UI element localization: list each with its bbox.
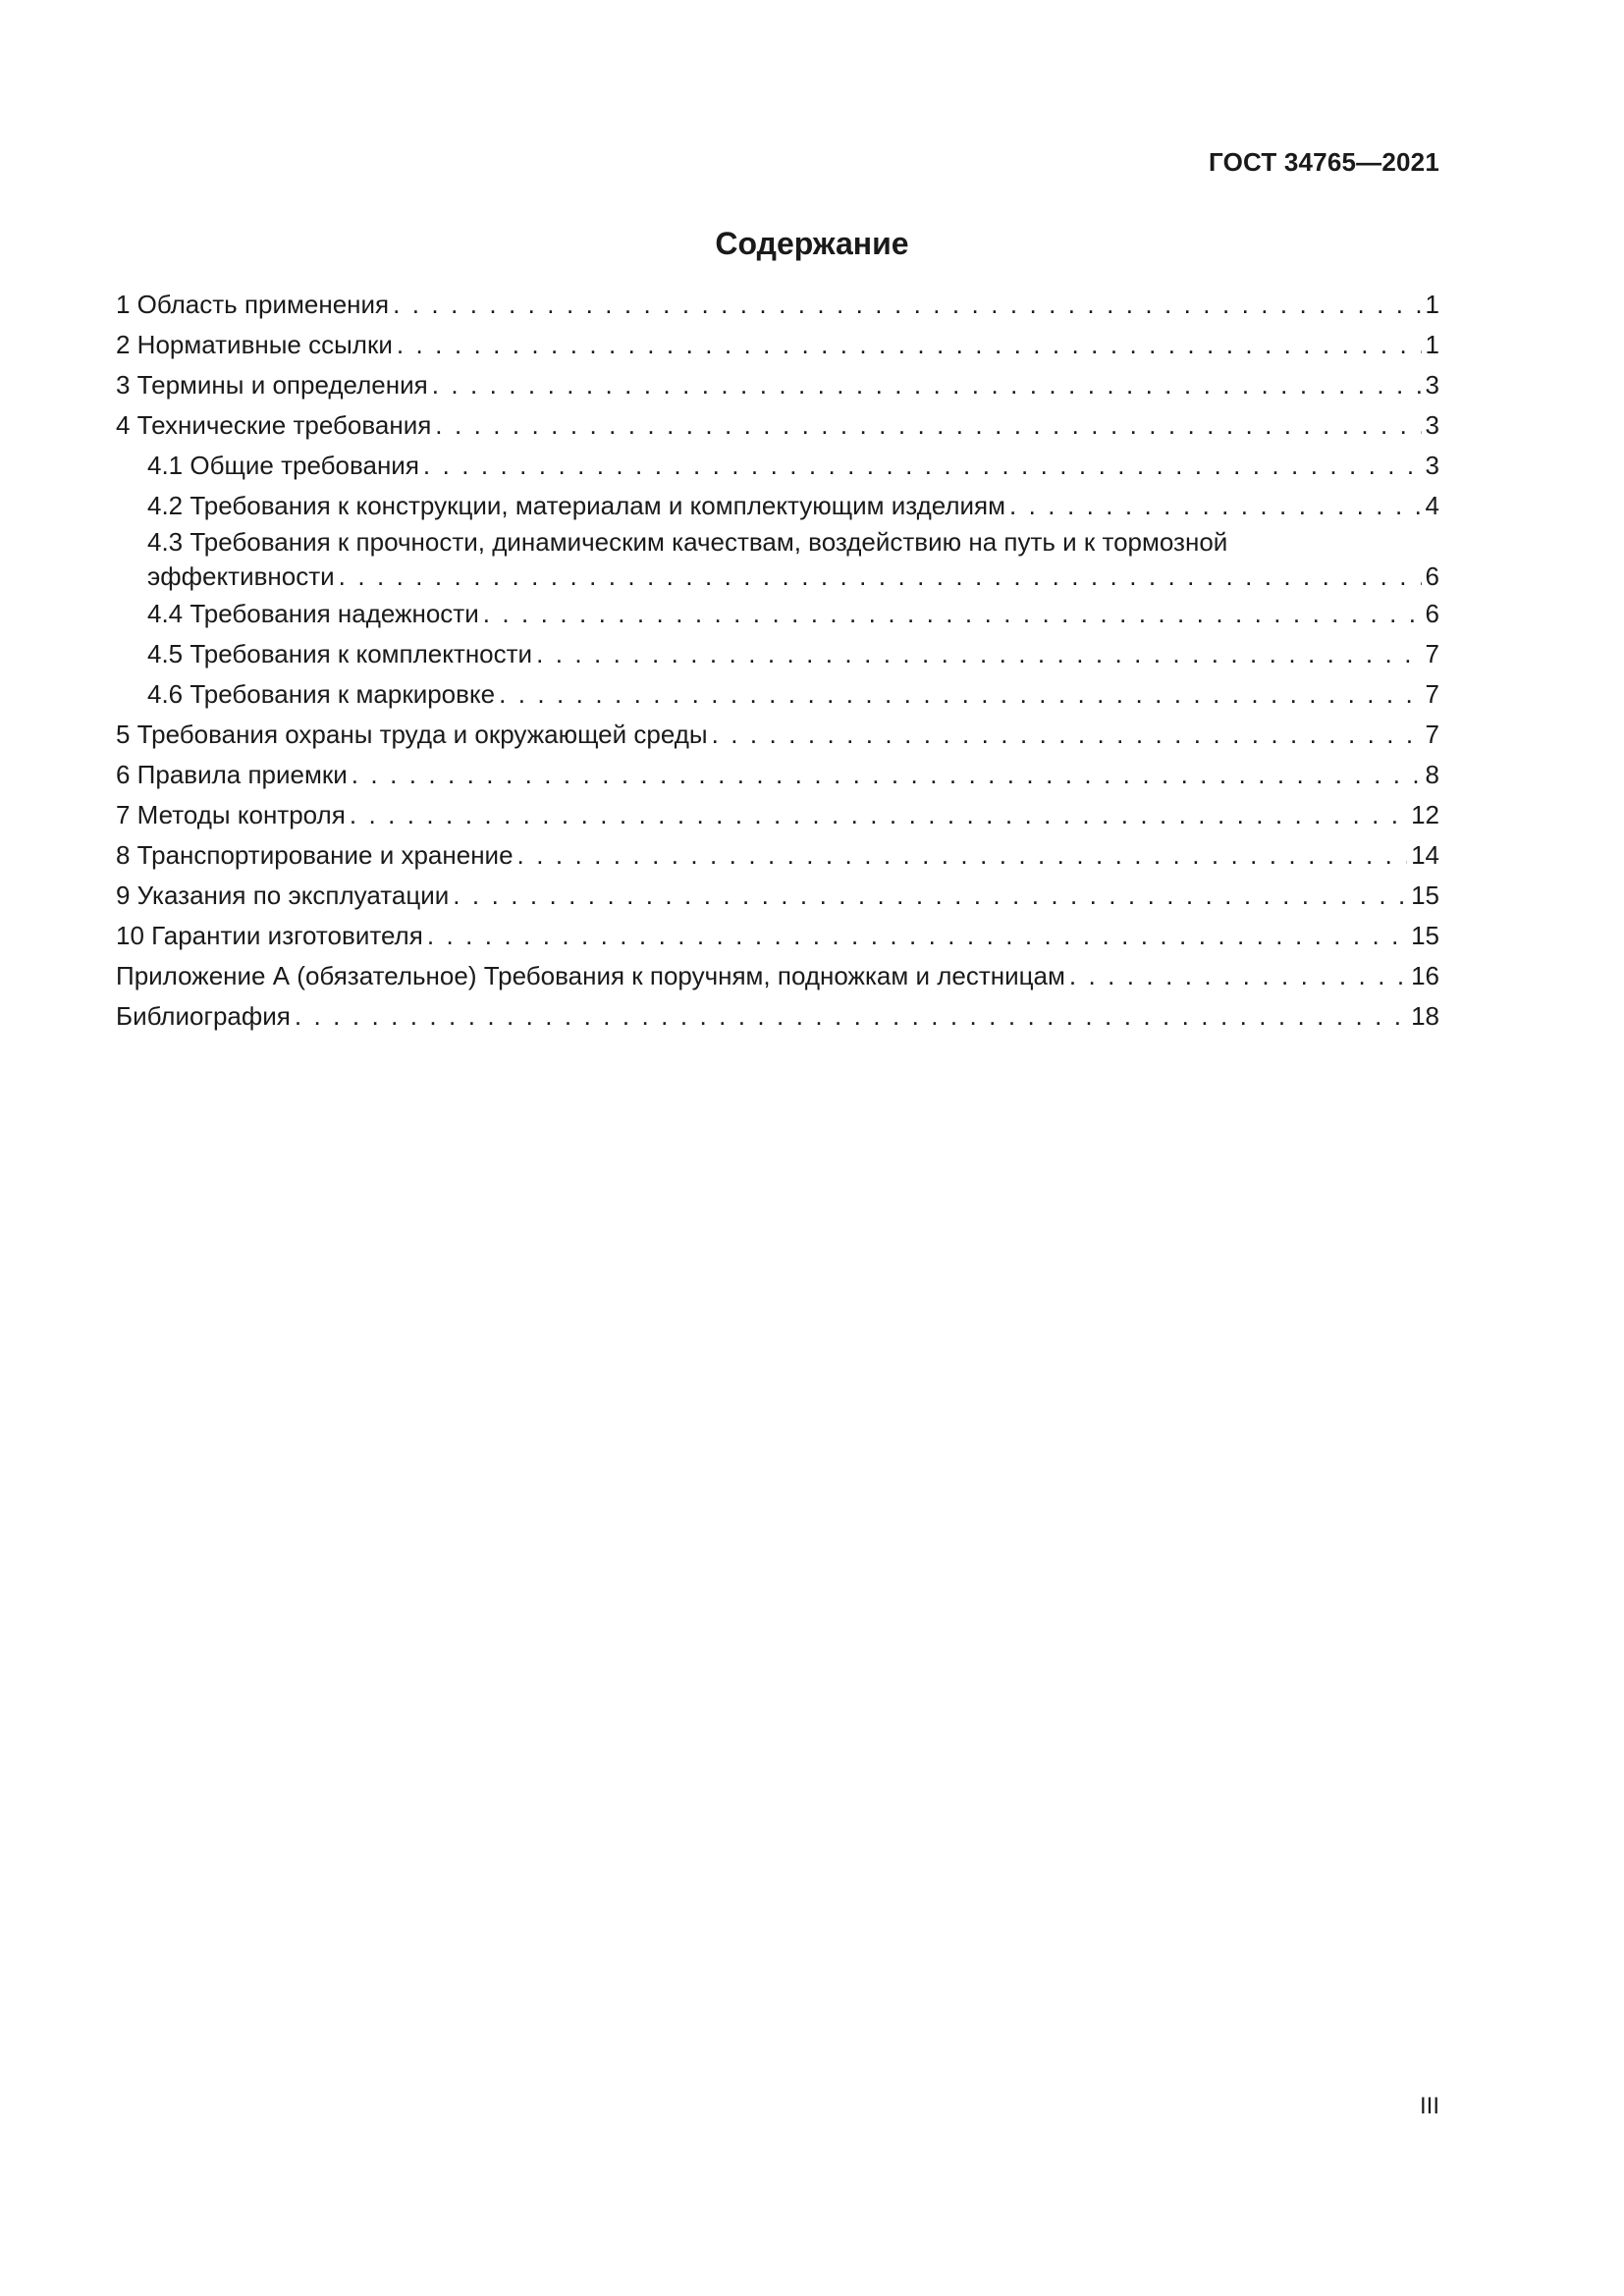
dot-leader [393,285,1421,325]
toc-item-page: 12 [1411,800,1439,829]
toc-item-page: 3 [1425,451,1439,480]
toc-item-5[interactable] [116,715,1439,755]
toc-item-label: 7 Методы контроля [116,800,346,829]
toc-item-page: 16 [1411,961,1439,990]
toc-item-label: 4 Технические требования [116,410,432,440]
toc-item-page: 1 [1425,330,1439,359]
toc-title: Содержание [715,226,909,261]
toc-item-4[interactable] [116,405,1439,446]
dot-leader [453,876,1407,916]
toc-item-6[interactable] [116,755,1439,795]
toc-item-page: 3 [1425,370,1439,400]
toc-item-2[interactable] [116,325,1439,365]
dot-leader [350,795,1407,835]
toc-item-4-1[interactable] [116,446,1439,486]
dot-leader [1069,956,1407,996]
dot-leader [295,996,1407,1037]
toc-item-4-2[interactable] [116,486,1439,526]
toc-item-label: 4.5 Требования к комплектности [147,639,533,668]
toc-item-9[interactable] [116,876,1439,916]
toc-item-page: 6 [1425,561,1439,591]
toc-item-label: 4.2 Требования к конструкции, материалам и комплектующим изделиям [147,491,1005,520]
toc-item-label: эффективности [147,561,335,591]
toc-item-label: Библиография [116,1001,291,1031]
toc-item-8[interactable] [116,835,1439,876]
toc-item-page: 7 [1425,720,1439,749]
dot-leader [483,594,1422,634]
toc-item-page: 14 [1411,840,1439,870]
toc-item-label: 10 Гарантии изготовителя [116,921,423,950]
toc-item-4-6[interactable] [116,674,1439,715]
document-code: ГОСТ 34765—2021 [1209,147,1439,177]
toc-item-4-4[interactable] [116,594,1439,634]
dot-leader [427,916,1407,956]
dot-leader [712,715,1422,755]
dot-leader [435,405,1421,446]
toc-item-appendix-a[interactable] [116,956,1439,996]
toc-item-page: 8 [1425,760,1439,789]
toc-item-label: Приложение А (обязательное) Требования к поручням, подножкам и лестницам [116,961,1065,990]
toc-item-label: 1 Область применения [116,290,390,319]
toc-item-label: 4.1 Общие требования [147,451,419,480]
toc-item-page: 7 [1425,679,1439,709]
toc-item-1[interactable] [116,285,1439,325]
toc-item-label: 4.4 Требования надежности [147,599,479,628]
toc-item-continuation [147,559,1439,594]
toc-item-10[interactable] [116,916,1439,956]
dot-leader [397,325,1422,365]
toc-item-page: 15 [1411,921,1439,950]
dot-leader [517,835,1408,876]
toc-item-label: 4.6 Требования к маркировке [147,679,496,709]
dot-leader [1009,486,1422,526]
dot-leader [432,365,1422,405]
toc-item-bibliography[interactable] [116,996,1439,1037]
toc-item-label: 6 Правила приемки [116,760,348,789]
toc-item-label: 3 Термины и определения [116,370,428,400]
dot-leader [499,674,1421,715]
dot-leader [536,634,1421,674]
toc-item-label: 8 Транспортирование и хранение [116,840,514,870]
toc-item-4-5[interactable] [116,634,1439,674]
toc-item-page: 6 [1425,599,1439,628]
dot-leader [423,446,1422,486]
page-number: III [1419,2093,1439,2119]
dot-leader [352,755,1422,795]
toc-item-label: 2 Нормативные ссылки [116,330,393,359]
toc-item-3[interactable] [116,365,1439,405]
toc-item-page: 4 [1425,491,1439,520]
toc-item-4-3[interactable] [116,526,1439,594]
toc-item-page: 15 [1411,881,1439,910]
toc-item-page: 1 [1425,290,1439,319]
toc-item-label: 9 Указания по эксплуатации [116,881,450,910]
toc-item-page: 18 [1411,1001,1439,1031]
toc-item-7[interactable] [116,795,1439,835]
toc-item-label: 5 Требования охраны труда и окружающей среды [116,720,708,749]
table-of-contents [116,285,1439,1037]
toc-item-page: 3 [1425,410,1439,440]
dot-leader [339,559,1422,594]
toc-item-label: 4.3 Требования к прочности, динамическим качествам, воздействию на путь и к тормозной [147,527,1228,557]
toc-item-page: 7 [1425,639,1439,668]
